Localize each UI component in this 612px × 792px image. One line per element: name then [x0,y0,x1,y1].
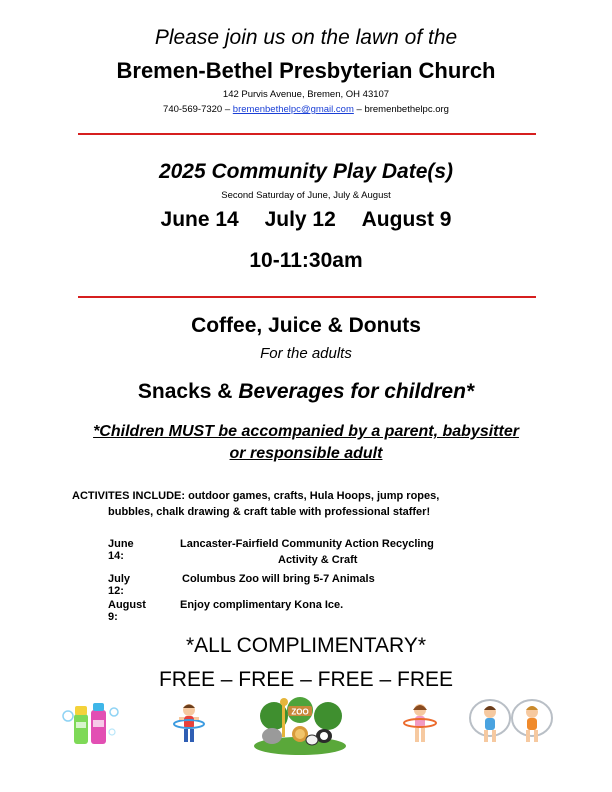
schedule-date: July 12: [108,573,131,597]
supervision-line-1: *Children MUST be accompanied by a parent, babysitter [93,423,519,440]
event-subtitle: Second Saturday of June, July & August [221,190,391,201]
complimentary-banner: *ALL COMPLIMENTARY* [185,634,426,657]
red-divider [78,133,536,135]
church-name: Bremen-Bethel Presbyterian Church [116,58,496,83]
adult-refreshments: Coffee, Juice & Donuts [191,314,421,337]
children-jump-rope-icon [466,698,556,752]
date-july: July 12 [264,208,336,231]
schedule-date: June 14: [108,538,134,562]
event-time: 10-11:30am [249,249,363,272]
separator: – [224,104,231,115]
zoo-sign-text: ZOO [291,707,309,717]
phone-number: 740-569-7320 [163,104,223,115]
zoo-animals-icon [252,696,348,756]
website: bremenbethelpc.org [364,104,449,115]
date-june: June 14 [160,208,239,231]
event-title: 2025 Community Play Date(s) [158,160,454,183]
red-divider [78,296,536,298]
child-hula-hoop-icon [402,702,438,746]
separator: – [356,104,362,115]
supervision-line-2: or responsible adult [229,445,383,462]
church-address: 142 Purvis Avenue, Bremen, OH 43107 [222,89,390,100]
activities-line-1: ACTIVITES INCLUDE: outdoor games, crafts, Hula Hoops, jump ropes, [72,490,440,502]
kids-refreshments-b: Beverages for children* [238,380,475,403]
kids-refreshments [0,380,612,404]
activities-list [72,488,552,520]
schedule-text: Lancaster-Fairfield Community Action Recycling [180,538,434,550]
contact-line [0,104,612,115]
schedule-text: Columbus Zoo will bring 5-7 Animals [182,573,375,585]
invite-line: Please join us on the lawn of the [154,26,458,49]
bubble-bottles-icon [62,700,120,750]
email-link[interactable]: bremenbethelpc@gmail.com [232,104,354,115]
schedule-text: Enjoy complimentary Kona Ice. [180,599,344,611]
adult-note: For the adults [260,345,352,362]
supervision-notice [0,421,612,465]
schedule-date: August 9: [108,599,146,623]
date-august: August 9 [361,208,452,231]
event-dates [0,208,612,232]
free-banner: FREE – FREE – FREE – FREE [158,668,454,691]
kids-refreshments-a: Snacks & [137,380,239,403]
activities-line-2: bubbles, chalk drawing & craft table with professional staffer! [108,506,431,518]
schedule-text-continued: Activity & Craft [278,554,358,566]
child-hula-hoop-icon [172,702,206,746]
